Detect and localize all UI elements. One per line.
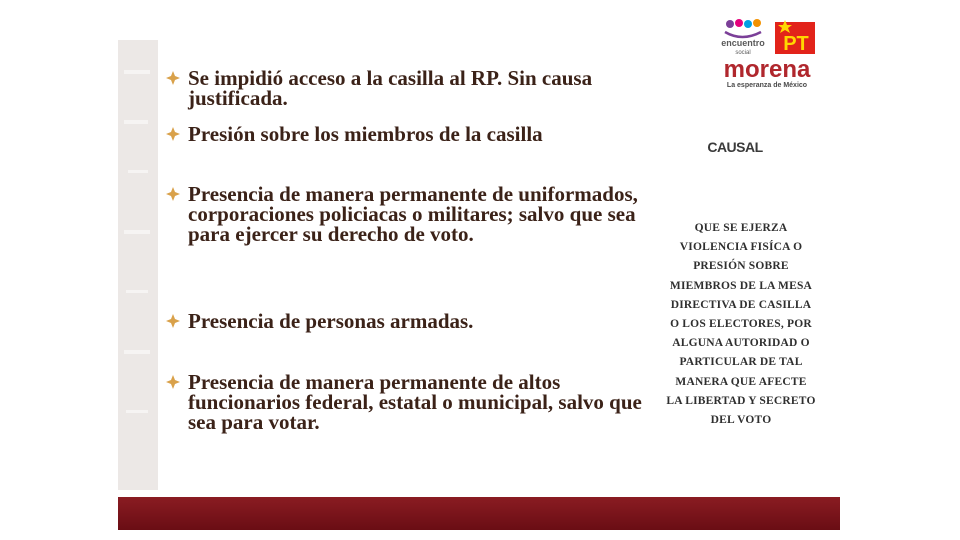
bottom-bar: [118, 497, 840, 530]
morena-logo: [724, 56, 811, 89]
bullet-text: Se impidió acceso a la casilla al RP. Sin causa justificada.: [188, 66, 593, 110]
bullet-item: [166, 372, 646, 432]
bullet-text: Presencia de personas armadas.: [188, 309, 474, 333]
bullet-item: [166, 184, 646, 244]
bullet-diamond-icon: [166, 71, 180, 85]
bullet-text: Presencia de manera permanente de altos funcionarios federal, estatal o municipal, salvo que sea para votar.: [188, 370, 642, 434]
background-watermark: [118, 40, 160, 490]
causal-title: CAUSAL: [707, 139, 763, 155]
bullet-diamond-icon: [166, 314, 180, 328]
pt-logo: [775, 20, 815, 55]
bullet-text: Presión sobre los miembros de la casilla: [188, 122, 543, 146]
encuentro-social-logo: [721, 19, 765, 56]
morena-tagline: La esperanza de México: [726, 82, 808, 89]
coalition-logo: [715, 14, 820, 94]
bullet-text: Presencia de manera permanente de uniformados, corporaciones policiacas o militares; salvo que sea para ejercer su derecho de voto.: [188, 182, 638, 246]
bullet-item: [166, 311, 646, 331]
bullet-item: [166, 68, 646, 108]
causal-description: QUE SE EJERZA VIOLENCIA FISÍCA O PRESIÓN SOBRE MIEMBROS DE LA MESA DIRECTIVA DE CASILLA O LOS ELECTORES, POR ALGUNA AUTORIDAD O PARTICULAR DE TAL MANERA QUE AFECTE LA LIBERTAD Y SECRETO DEL VOTO: [666, 222, 816, 427]
morena-text: morena: [723, 56, 811, 83]
pes-text-2: social: [735, 50, 751, 56]
bullet-diamond-icon: [166, 375, 180, 389]
bullet-item: [166, 124, 646, 144]
bullet-diamond-icon: [166, 187, 180, 201]
bullet-diamond-icon: [166, 127, 180, 141]
pt-text: PT: [783, 33, 809, 55]
pes-text-1: encuentro: [721, 38, 765, 48]
